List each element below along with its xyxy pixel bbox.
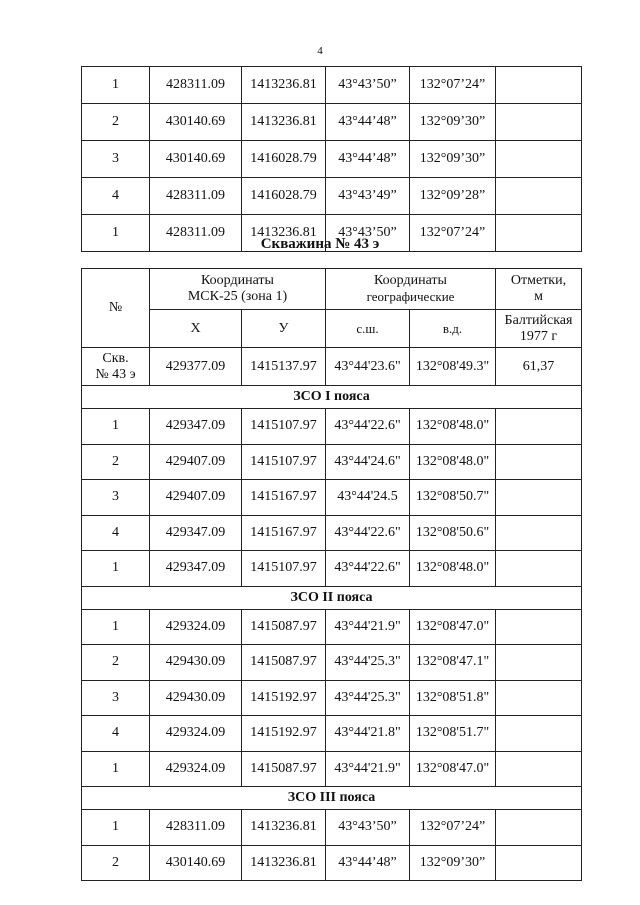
table-cell: 43°44'24.6" [326,444,410,480]
table-row [82,67,582,104]
table-cell: 1416028.79 [242,178,326,215]
table-cell [496,716,582,752]
table-cell: 428311.09 [150,215,242,252]
header-coords-msk-line2: МСК-25 (зона 1) [187,289,288,304]
table-cell [496,409,582,445]
table-cell: 43°43’49” [326,178,410,215]
header-baltic-line2: 1977 г [519,328,558,344]
table-row [82,141,582,178]
header-baltic-line1: Балтийская [504,312,573,328]
table-cell: 132°08'48.0" [410,551,496,587]
header-coords-geo-line2: географические [366,289,455,304]
table-cell: 429430.09 [150,645,242,681]
table-cell: 1415087.97 [242,645,326,681]
table-cell: 428311.09 [150,178,242,215]
table-cell: 132°08'47.0" [410,609,496,645]
table-cell: 43°44'21.9" [326,751,410,787]
table-cell [496,810,582,846]
table-cell [496,104,582,141]
table-cell: 1415107.97 [242,551,326,587]
table-cell: 429324.09 [150,716,242,752]
table-cell: 1415167.97 [242,515,326,551]
table-cell: 429430.09 [150,680,242,716]
table-row [82,178,582,215]
table-cell: 2 [82,645,150,681]
header-marks [496,269,582,310]
well-lon: 132°08'49.3" [410,348,496,386]
table-cell [496,680,582,716]
table-cell: 429324.09 [150,751,242,787]
table-cell: 1415107.97 [242,409,326,445]
subheader-row [82,310,582,348]
table-cell: 1 [82,67,150,104]
table-cell: 430140.69 [150,104,242,141]
header-lon: в.д. [410,310,496,348]
header-coords-geo [326,269,496,310]
zone-band-row [82,586,582,609]
table-cell: 132°09’30” [410,141,496,178]
table-row [82,609,582,645]
well-row [82,348,582,386]
table-row [82,515,582,551]
well-lat: 43°44'23.6" [326,348,410,386]
zone-band-title: ЗСО III пояса [82,787,582,810]
table-cell: 132°09’30” [410,104,496,141]
table-cell: 2 [82,444,150,480]
table-cell: 132°08'48.0" [410,409,496,445]
table-cell [496,67,582,104]
table-cell: 1413236.81 [242,810,326,846]
table-cell: 1413236.81 [242,67,326,104]
table-cell: 428311.09 [150,67,242,104]
table-cell: 1416028.79 [242,141,326,178]
table-cell: 1 [82,609,150,645]
table-cell: 3 [82,480,150,516]
table-cell: 2 [82,845,150,881]
zone-band-title: ЗСО I пояса [82,386,582,409]
table-cell: 1413236.81 [242,845,326,881]
table-cell: 2 [82,104,150,141]
page-number: 4 [317,45,323,57]
header-y: У [242,310,326,348]
table-cell: 1 [82,215,150,252]
zone-band-row [82,386,582,409]
table-cell: 1415167.97 [242,480,326,516]
table-cell [496,845,582,881]
table-cell: 43°44'21.9" [326,609,410,645]
table-cell: 43°44'22.6" [326,551,410,587]
table-cell: 43°44'24.5 [326,480,410,516]
table-cell: 3 [82,680,150,716]
table-cell: 429407.09 [150,480,242,516]
table-cell: 429347.09 [150,409,242,445]
table-row [82,645,582,681]
table-cell: 132°07’24” [410,67,496,104]
header-number: № [82,269,150,348]
table-cell: 1415087.97 [242,751,326,787]
table-cell: 43°44'22.6" [326,515,410,551]
well-mark: 61,37 [496,348,582,386]
table-cell: 429347.09 [150,551,242,587]
table-cell: 4 [82,178,150,215]
table-cell: 132°08'47.0" [410,751,496,787]
table-cell [496,551,582,587]
table-cell: 1 [82,551,150,587]
zone-band-row [82,787,582,810]
header-coords-geo-line1: Координаты [374,273,447,288]
table-row [82,104,582,141]
well-name-line2: № 43 э [95,366,136,382]
table-cell: 1 [82,751,150,787]
well-x: 429377.09 [150,348,242,386]
table-cell: 43°44'21.8" [326,716,410,752]
table-cell: 43°43’50” [326,810,410,846]
table-cell: 43°43’50” [326,67,410,104]
header-baltic [496,310,582,348]
header-x: Х [150,310,242,348]
table-cell [496,178,582,215]
table-cell: 428311.09 [150,810,242,846]
header-coords-msk-line1: Координаты [201,273,274,288]
header-lat: с.ш. [326,310,410,348]
table-cell: 43°44’48” [326,845,410,881]
table-cell [496,515,582,551]
table-cell [496,480,582,516]
table-cell: 4 [82,716,150,752]
table-row [82,845,582,881]
table-cell: 429347.09 [150,515,242,551]
table-cell: 430140.69 [150,141,242,178]
table-cell [496,444,582,480]
table-cell: 1415087.97 [242,609,326,645]
table-cell: 43°44’48” [326,104,410,141]
table-cell: 43°44'25.3" [326,680,410,716]
table-cell: 1415192.97 [242,716,326,752]
well-coordinates-table [81,268,582,881]
table-cell: 132°09’30” [410,845,496,881]
table-cell: 429407.09 [150,444,242,480]
table-cell: 43°43’50” [326,215,410,252]
table-row [82,480,582,516]
table-cell: 1413236.81 [242,215,326,252]
table-cell [496,751,582,787]
table-row [82,680,582,716]
header-marks-line2: м [534,289,543,304]
well-name [82,348,150,386]
well-y: 1415137.97 [242,348,326,386]
table-cell: 132°09’28” [410,178,496,215]
table-cell: 4 [82,515,150,551]
table-cell: 132°07’24” [410,215,496,252]
table-cell: 43°44'22.6" [326,409,410,445]
table-row [82,409,582,445]
table-cell: 1413236.81 [242,104,326,141]
table-row [82,444,582,480]
table-row [82,810,582,846]
zone-band-title: ЗСО II пояса [82,586,582,609]
table-cell: 132°08'51.8" [410,680,496,716]
table-row [82,551,582,587]
top-coordinates-table [81,66,582,252]
table-cell: 43°44'25.3" [326,645,410,681]
table-row [82,716,582,752]
table-cell [496,609,582,645]
table-row [82,751,582,787]
table-cell: 1415107.97 [242,444,326,480]
table-cell: 43°44’48” [326,141,410,178]
table-cell: 132°07’24” [410,810,496,846]
header-row [82,269,582,310]
section-title: Скважина № 43 э [260,236,380,252]
header-marks-line1: Отметки, [510,273,567,288]
table-cell [496,141,582,178]
well-name-line1: Скв. [102,350,129,366]
table-cell: 430140.69 [150,845,242,881]
table-cell: 3 [82,141,150,178]
table-cell: 1 [82,409,150,445]
table-cell: 132°08'50.7" [410,480,496,516]
table-cell [496,645,582,681]
table-cell: 132°08'50.6" [410,515,496,551]
table-cell: 429324.09 [150,609,242,645]
table-cell: 132°08'48.0" [410,444,496,480]
table-cell: 132°08'47.1" [410,645,496,681]
table-cell: 132°08'51.7" [410,716,496,752]
header-coords-msk [150,269,326,310]
table-cell: 1415192.97 [242,680,326,716]
table-cell: 1 [82,810,150,846]
